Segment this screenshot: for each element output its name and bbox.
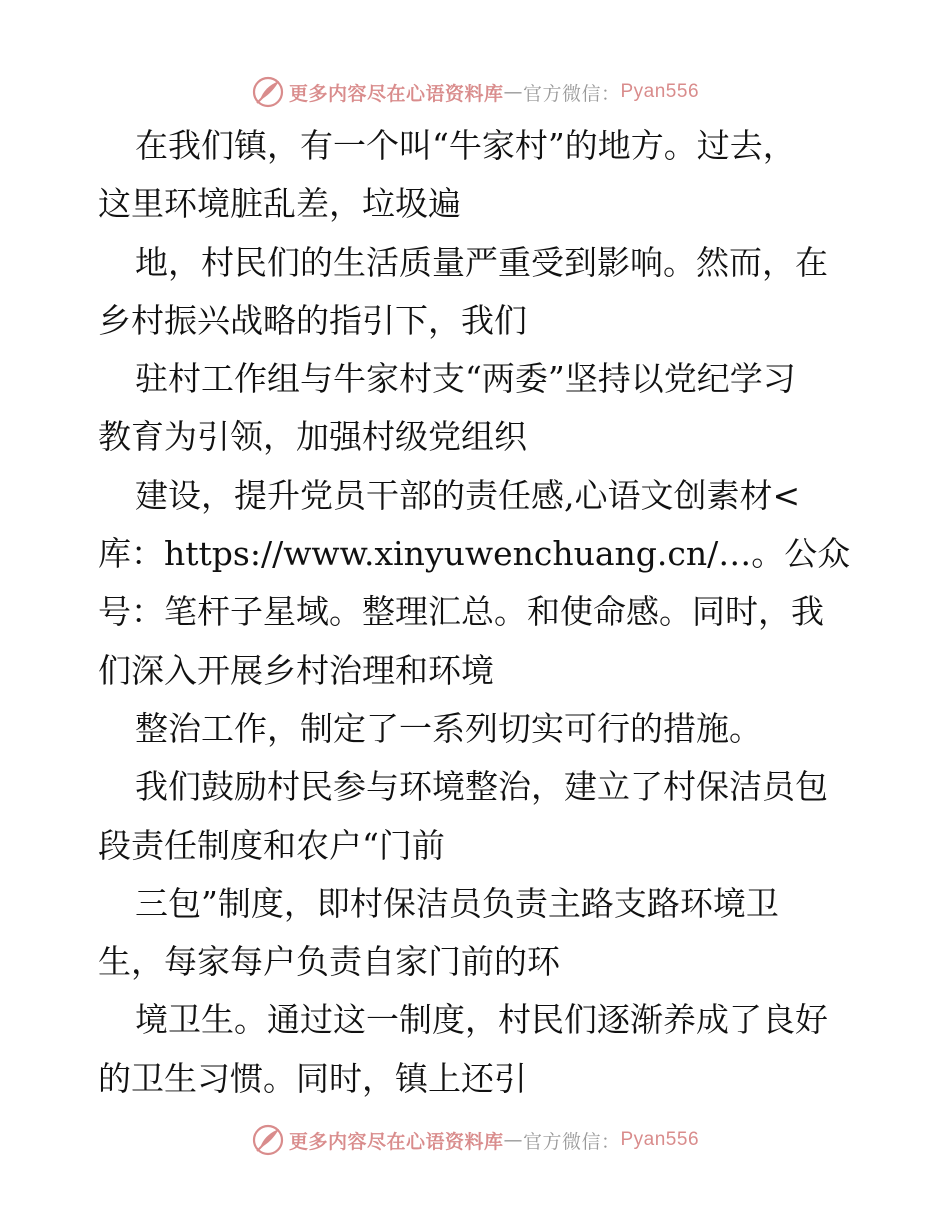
text-line: 在我们镇，有一个叫“牛家村”的地方。过去，	[135, 126, 796, 165]
text-line: 地，村民们的生活质量严重受到影响。然而，在	[135, 242, 828, 282]
text-line: 号：笔杆子星域。整理汇总。和使命感。同时，我	[98, 592, 824, 632]
watermark-main-text: 更多内容尽在心语资料库	[288, 1130, 504, 1153]
text-line: 教育为引领，加强村级党组织	[98, 417, 527, 457]
text-line: 生，每家每户负责自家门前的环	[98, 942, 560, 982]
watermark-dash: —	[503, 81, 523, 103]
text-line: 境卫生。通过这一制度，村民们逐渐养成了良好	[135, 1000, 828, 1040]
text-line: 驻村工作组与牛家村支“两委”坚持以党纪学习	[135, 359, 796, 399]
text-line: 乡村振兴战略的指引下，我们	[98, 300, 527, 340]
text-line: 库：https://www.xinyuwenchuang.cn/…。公众	[98, 534, 851, 574]
header-watermark	[0, 72, 950, 112]
quill-logo-icon	[251, 75, 285, 109]
watermark-wechat-id: Pyan556	[620, 81, 700, 102]
watermark-wechat-label: 官方微信：	[522, 82, 621, 105]
quill-logo-icon	[251, 1123, 285, 1157]
watermark-main-text: 更多内容尽在心语资料库	[288, 82, 504, 105]
document-body	[98, 117, 858, 1108]
text-line: 的卫生习惯。同时，镇上还引	[98, 1058, 527, 1098]
watermark-dash: —	[503, 1129, 523, 1151]
text-line: 建设，提升党员干部的责任感,心语文创素材<	[135, 475, 801, 515]
text-line: 三包”制度，即村保洁员负责主路支路环境卫	[135, 883, 779, 923]
text-line: 这里环境脏乱差，垃圾遍	[98, 184, 461, 224]
text-line: 我们鼓励村民参与环境整治，建立了村保洁员包	[135, 767, 828, 807]
text-line: 整治工作，制定了一系列切实可行的措施。	[135, 708, 762, 748]
footer-watermark	[0, 1120, 950, 1160]
text-line: 们深入开展乡村治理和环境	[98, 650, 494, 690]
text-line: 段责任制度和农户“门前	[98, 825, 445, 865]
watermark-wechat-id: Pyan556	[620, 1129, 700, 1150]
watermark-wechat-label: 官方微信：	[522, 1130, 621, 1153]
